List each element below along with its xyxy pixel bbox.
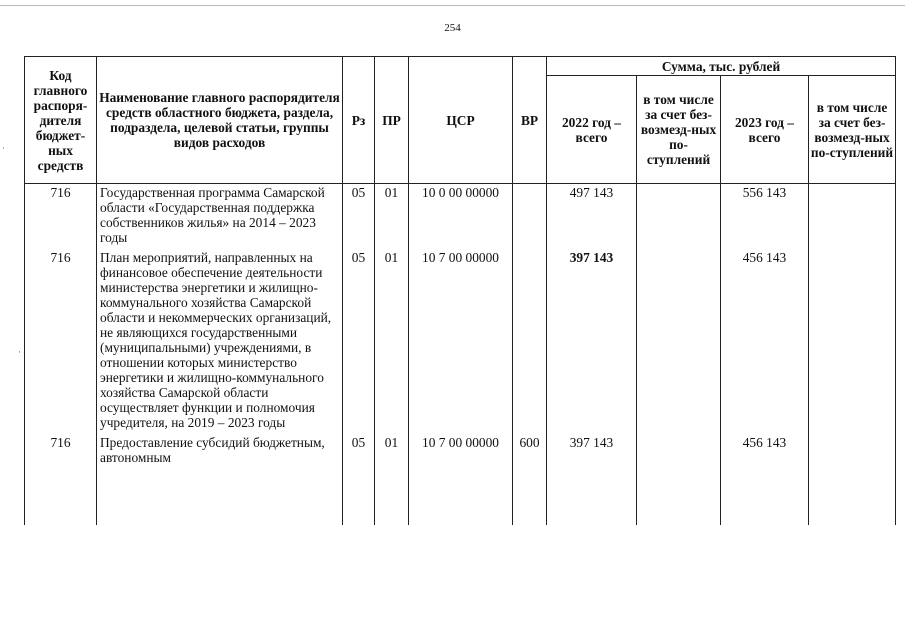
cell-name: Предоставление субсидий бюджетным, автономным — [97, 434, 343, 525]
cell-2023-free — [809, 249, 896, 434]
cell-csr: 10 0 00 00000 — [409, 184, 513, 250]
header-2022-free: в том числе за счет без-возмезд-ных по-ступлений — [637, 76, 721, 184]
budget-table — [24, 56, 896, 525]
margin-mark: · — [18, 347, 21, 357]
header-code: Код главного распоря-дителя бюджет-ных средств — [25, 57, 97, 184]
header-2023-free: в том числе за счет без-возмезд-ных по-ступлений — [809, 76, 896, 184]
cell-code: 716 — [25, 184, 97, 250]
budget-table-container — [24, 56, 896, 632]
cell-2023-total: 556 143 — [721, 184, 809, 250]
page-top-border — [0, 5, 905, 6]
cell-2022-total: 497 143 — [547, 184, 637, 250]
margin-mark: · — [2, 143, 5, 153]
header-name: Наименование главного распорядителя средств областного бюджета, раздела, подраздела, целевой статьи, группы видов расходов — [97, 57, 343, 184]
header-vr: ВР — [513, 57, 547, 184]
header-rz: Рз — [343, 57, 375, 184]
cell-csr: 10 7 00 00000 — [409, 434, 513, 525]
cell-csr: 10 7 00 00000 — [409, 249, 513, 434]
page-number: 254 — [444, 22, 461, 34]
cell-pr: 01 — [375, 434, 409, 525]
header-2023-total: 2023 год – всего — [721, 76, 809, 184]
cell-2023-total: 456 143 — [721, 249, 809, 434]
header-sum-group: Сумма, тыс. рублей — [547, 57, 896, 76]
cell-rz: 05 — [343, 434, 375, 525]
header-csr: ЦСР — [409, 57, 513, 184]
cell-2022-free — [637, 249, 721, 434]
cell-2022-total: 397 143 — [547, 434, 637, 525]
cell-vr — [513, 249, 547, 434]
cell-2022-free — [637, 184, 721, 250]
cell-pr: 01 — [375, 184, 409, 250]
cell-2023-free — [809, 184, 896, 250]
header-pr: ПР — [375, 57, 409, 184]
cell-2022-total: 397 143 — [547, 249, 637, 434]
cell-2023-total: 456 143 — [721, 434, 809, 525]
cell-2023-free — [809, 434, 896, 525]
cell-vr — [513, 184, 547, 250]
table-row — [25, 434, 896, 525]
table-row — [25, 249, 896, 434]
cell-2022-free — [637, 434, 721, 525]
cell-rz: 05 — [343, 249, 375, 434]
cell-name: План мероприятий, направленных на финансовое обеспечение деятельности министерства энергетики и жилищно-коммунального хозяйства Самарской области и некоммерческих организаций, не являющихся государственными (муниципальными) учреждениями, в отношении которых министерство энергетики и жилищно-коммунального хозяйства Самарской области осуществляет функции и полномочия учредителя, на 2019 – 2023 годы — [97, 249, 343, 434]
cell-name: Государственная программа Самарской области «Государственная поддержка собственников жилья» на 2014 – 2023 годы — [97, 184, 343, 250]
table-row — [25, 184, 896, 250]
cell-code: 716 — [25, 434, 97, 525]
header-2022-total: 2022 год – всего — [547, 76, 637, 184]
cell-pr: 01 — [375, 249, 409, 434]
cell-rz: 05 — [343, 184, 375, 250]
cell-code: 716 — [25, 249, 97, 434]
cell-vr: 600 — [513, 434, 547, 525]
